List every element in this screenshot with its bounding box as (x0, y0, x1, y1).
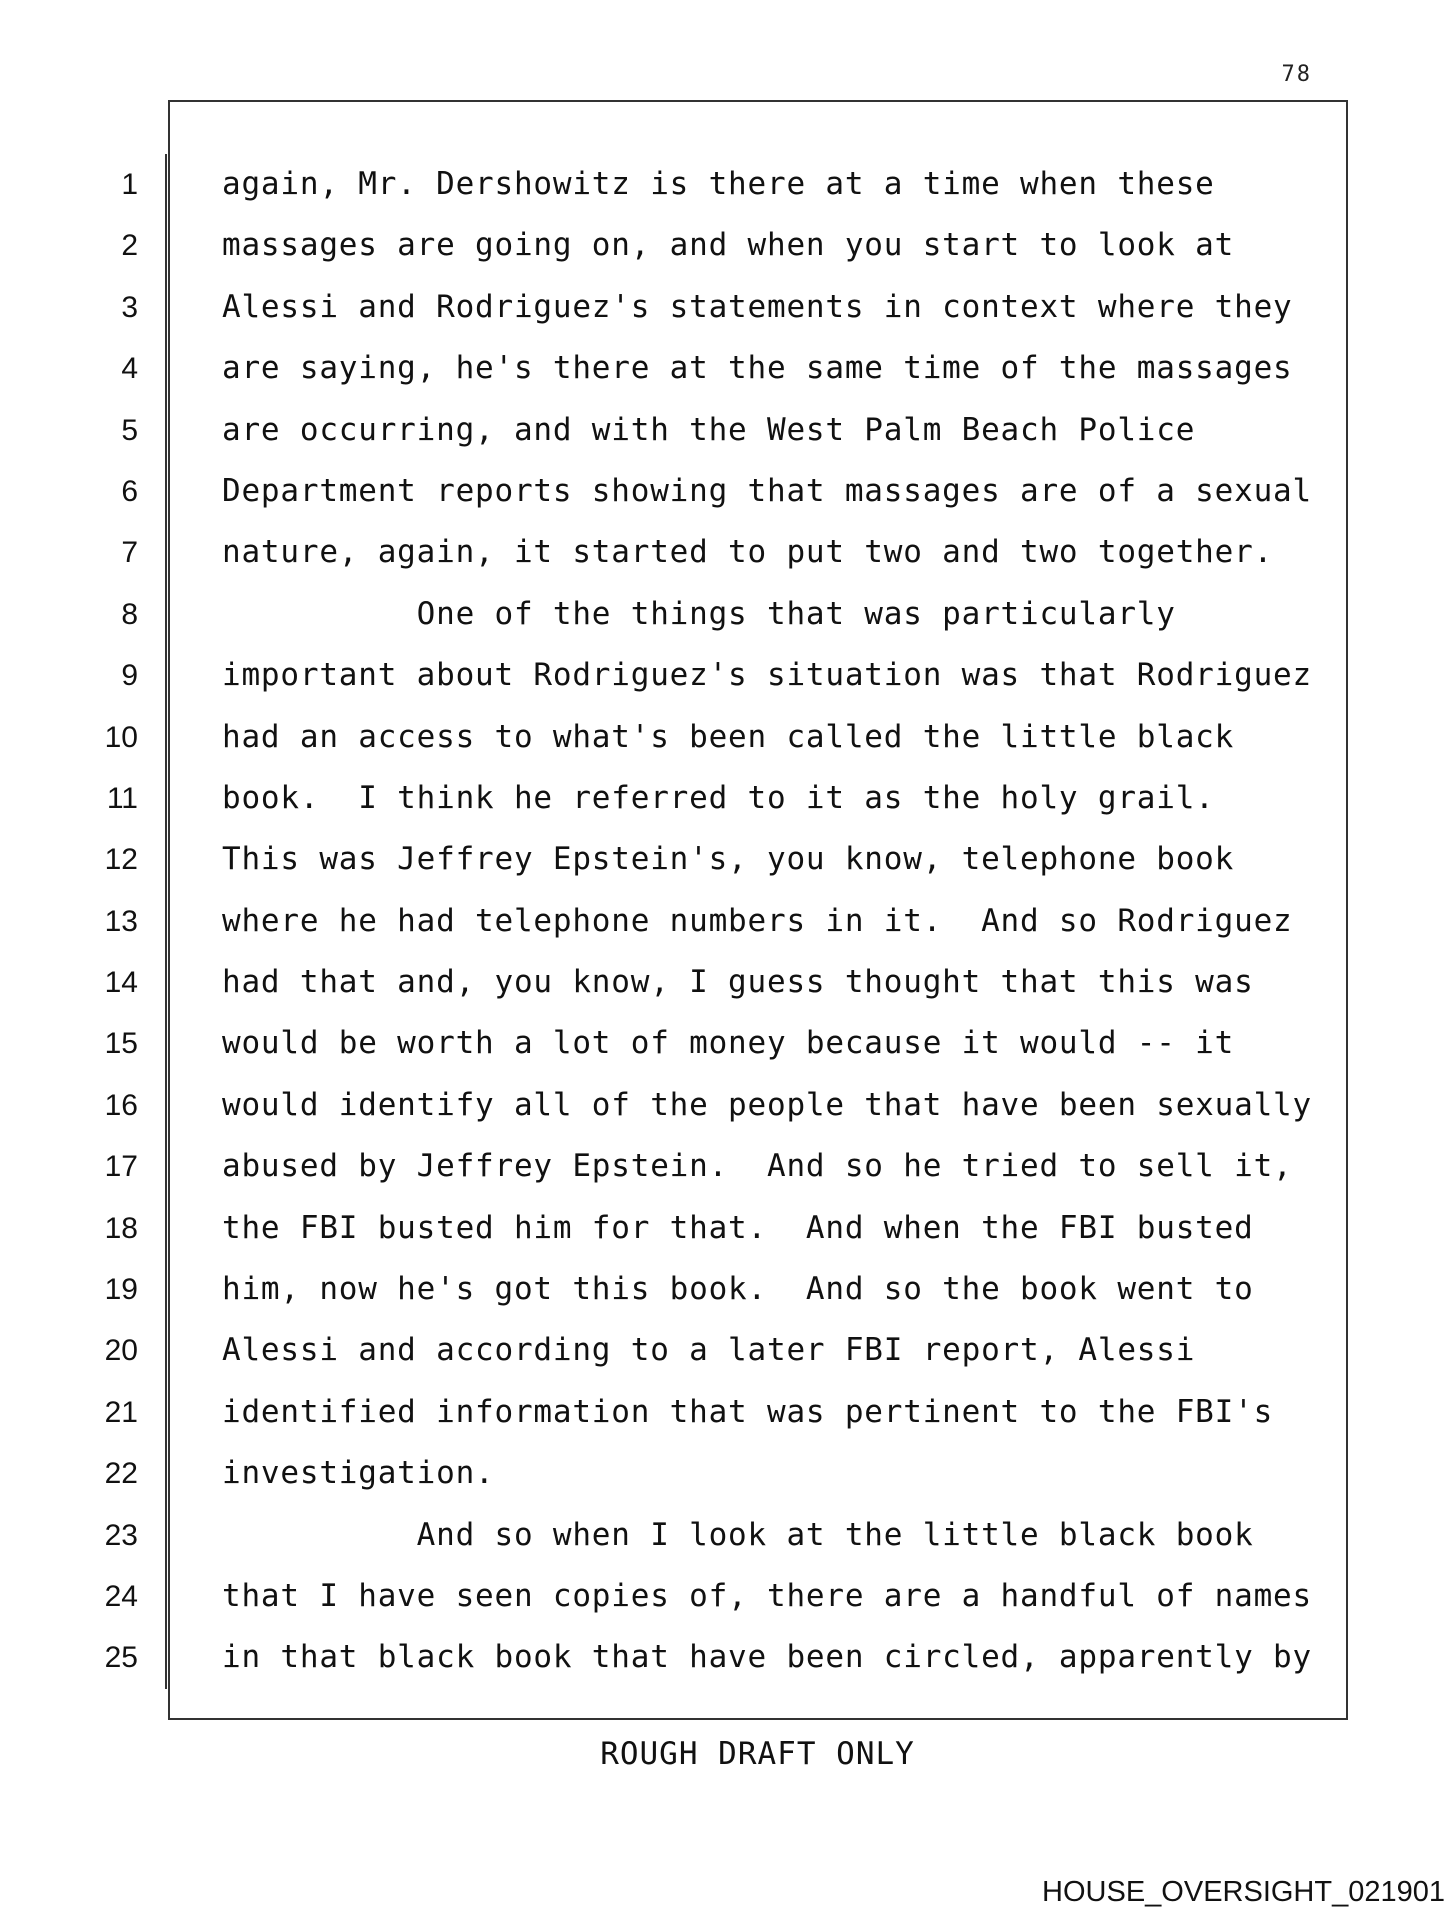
line-number: 3 (121, 290, 138, 324)
line-number: 1 (121, 168, 138, 201)
line-number: 13 (104, 904, 138, 938)
line-number: 18 (104, 1211, 138, 1245)
transcript-line: Department reports showing that massages are of a sexual (222, 472, 1312, 509)
line-number: 9 (121, 659, 138, 693)
transcript-line: important about Rodriguez's situation was that Rodriguez (222, 657, 1312, 694)
line-number: 6 (121, 474, 138, 508)
page-number: 78 (1281, 62, 1312, 87)
transcript-line: that I have seen copies of, there are a handful of names (222, 1577, 1312, 1614)
transcript-text (222, 154, 1342, 1689)
transcript-line: would be worth a lot of money because it would -- it (222, 1025, 1235, 1062)
line-number: 24 (104, 1579, 138, 1613)
transcript-line: would identify all of the people that have been sexually (222, 1086, 1312, 1123)
line-number: 19 (104, 1273, 138, 1307)
line-number: 7 (121, 536, 138, 570)
bates-number: HOUSE_OVERSIGHT_021901 (1042, 1876, 1445, 1908)
line-number: 22 (104, 1457, 138, 1491)
line-number: 20 (104, 1334, 138, 1368)
line-number: 25 (104, 1641, 138, 1675)
draft-notice: ROUGH DRAFT ONLY (600, 1736, 915, 1772)
transcript-line: nature, again, it started to put two and two together. (222, 534, 1274, 571)
transcript-line: again, Mr. Dershowitz is there at a time when these (222, 166, 1215, 202)
transcript-line: are saying, he's there at the same time of the massages (222, 350, 1293, 387)
transcript-line: the FBI busted him for that. And when the FBI busted (222, 1209, 1254, 1246)
transcript-line: where he had telephone numbers in it. And so Rodriguez (222, 902, 1293, 939)
transcript-line: him, now he's got this book. And so the book went to (222, 1271, 1254, 1308)
line-number: 21 (104, 1395, 138, 1429)
line-number: 14 (104, 966, 138, 1000)
transcript-line: in that black book that have been circled, apparently by (222, 1639, 1312, 1676)
line-number: 8 (121, 597, 138, 631)
line-number: 15 (104, 1027, 138, 1061)
transcript-line: This was Jeffrey Epstein's, you know, telephone book (222, 841, 1235, 878)
transcript-line: investigation. (222, 1455, 495, 1492)
transcript-line: One of the things that was particularly (222, 595, 1176, 632)
line-number: 11 (106, 781, 138, 815)
transcript-line: Alessi and according to a later FBI report, Alessi (222, 1332, 1196, 1369)
line-number-divider (165, 154, 167, 1689)
transcript-line: identified information that was pertinent to the FBI's (222, 1393, 1274, 1430)
transcript-line: And so when I look at the little black book (222, 1516, 1254, 1553)
line-number: 16 (104, 1088, 138, 1122)
transcript-line: are occurring, and with the West Palm Beach Police (222, 411, 1196, 448)
line-number: 10 (104, 720, 138, 754)
transcript-line: had that and, you know, I guess thought that this was (222, 964, 1254, 1001)
line-number: 12 (104, 843, 138, 877)
transcript-line: book. I think he referred to it as the holy grail. (222, 779, 1215, 816)
line-number: 5 (121, 413, 138, 447)
transcript-line: Alessi and Rodriguez's statements in context where they (222, 288, 1293, 325)
line-number-column (60, 154, 152, 1689)
line-number: 17 (104, 1150, 138, 1184)
line-number: 23 (104, 1518, 138, 1552)
line-number: 2 (121, 229, 138, 263)
transcript-line: massages are going on, and when you start to look at (222, 227, 1235, 264)
transcript-line: abused by Jeffrey Epstein. And so he tried to sell it, (222, 1148, 1293, 1185)
line-number: 4 (121, 352, 138, 386)
transcript-line: had an access to what's been called the little black (222, 718, 1235, 755)
